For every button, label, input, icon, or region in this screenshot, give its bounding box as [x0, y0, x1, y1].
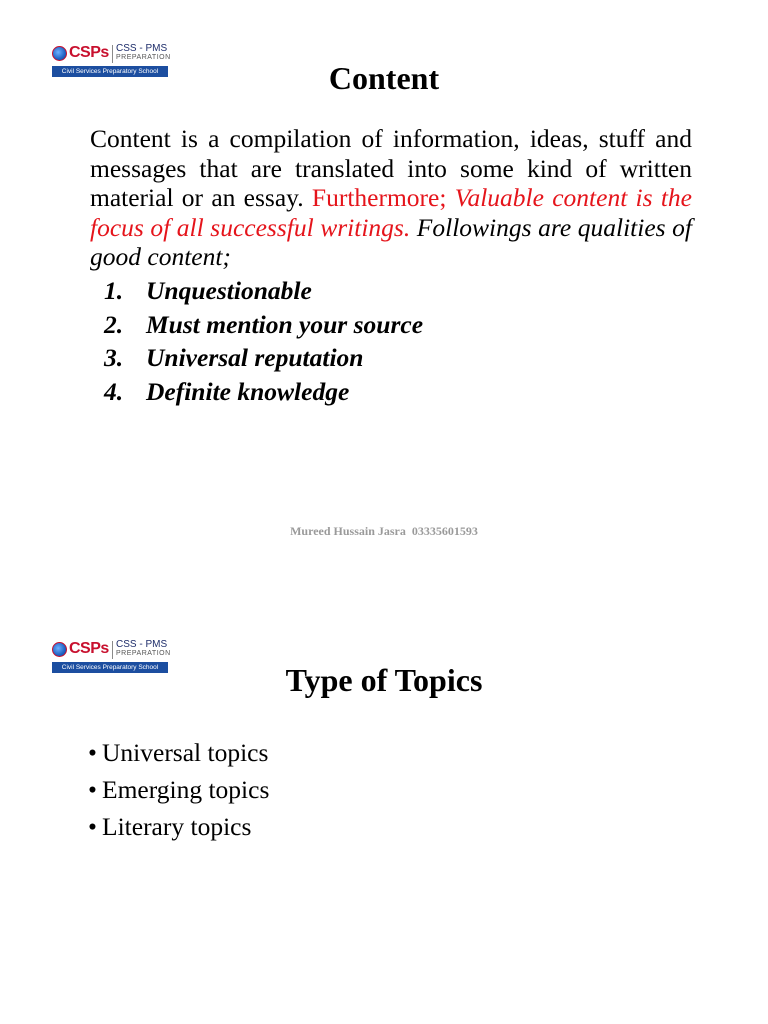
list-number: 1. [104, 276, 124, 305]
globe-icon [52, 46, 67, 61]
paragraph-text: Content is a compilation of information, ideas, stuff and messages that are translated into some kind of written material or an essay. [90, 124, 692, 212]
list-item [88, 771, 269, 808]
logo-tagline-top: CSS - PMS [116, 639, 168, 650]
list-item [104, 274, 423, 308]
list-text: Emerging topics [102, 775, 270, 804]
logo-brand: CSPs [69, 44, 109, 61]
list-text: Definite knowledge [146, 376, 350, 406]
content-paragraph [90, 124, 692, 272]
logo-tagline-top: CSS - PMS [116, 43, 168, 54]
list-text: Literary topics [102, 812, 252, 841]
paragraph-highlight-italic: Valuable content is the focus of all successful writings. [90, 183, 692, 242]
paragraph-highlight: Furthermore; [311, 183, 455, 212]
paragraph-italic: Followings are qualities of good content; [90, 212, 692, 271]
logo-header [52, 638, 171, 662]
list-number: 4. [104, 376, 124, 406]
logo-brand: CSPs [69, 640, 109, 657]
bullet-icon: • [88, 738, 97, 767]
list-number: 3. [104, 343, 124, 372]
topics-list [88, 734, 269, 845]
slide-topics [0, 590, 768, 1024]
bullet-icon: • [88, 775, 97, 804]
list-item [88, 808, 269, 845]
qualities-list [104, 274, 423, 408]
list-text: Universal topics [102, 738, 269, 767]
list-text: Universal reputation [146, 343, 364, 372]
list-item [104, 308, 423, 342]
logo-tagline-bottom: PREPARATION [116, 650, 171, 657]
slide-title: Type of Topics [285, 662, 483, 698]
list-item [88, 734, 269, 771]
list-item [104, 375, 423, 409]
globe-icon [52, 642, 67, 657]
list-number: 2. [104, 309, 124, 339]
logo-divider [112, 641, 113, 659]
logo-banner: Civil Services Preparatory School [52, 662, 168, 673]
logo-tagline-bottom: PREPARATION [116, 54, 171, 61]
list-text: Unquestionable [146, 276, 312, 305]
logo-banner: Civil Services Preparatory School [52, 66, 168, 77]
slide-footer: Mureed Hussain Jasra 03335601593 [290, 524, 478, 538]
slide-title: Content [328, 60, 440, 96]
list-text: Must mention your source [146, 309, 424, 339]
list-item [104, 341, 423, 375]
bullet-icon: • [88, 812, 97, 841]
